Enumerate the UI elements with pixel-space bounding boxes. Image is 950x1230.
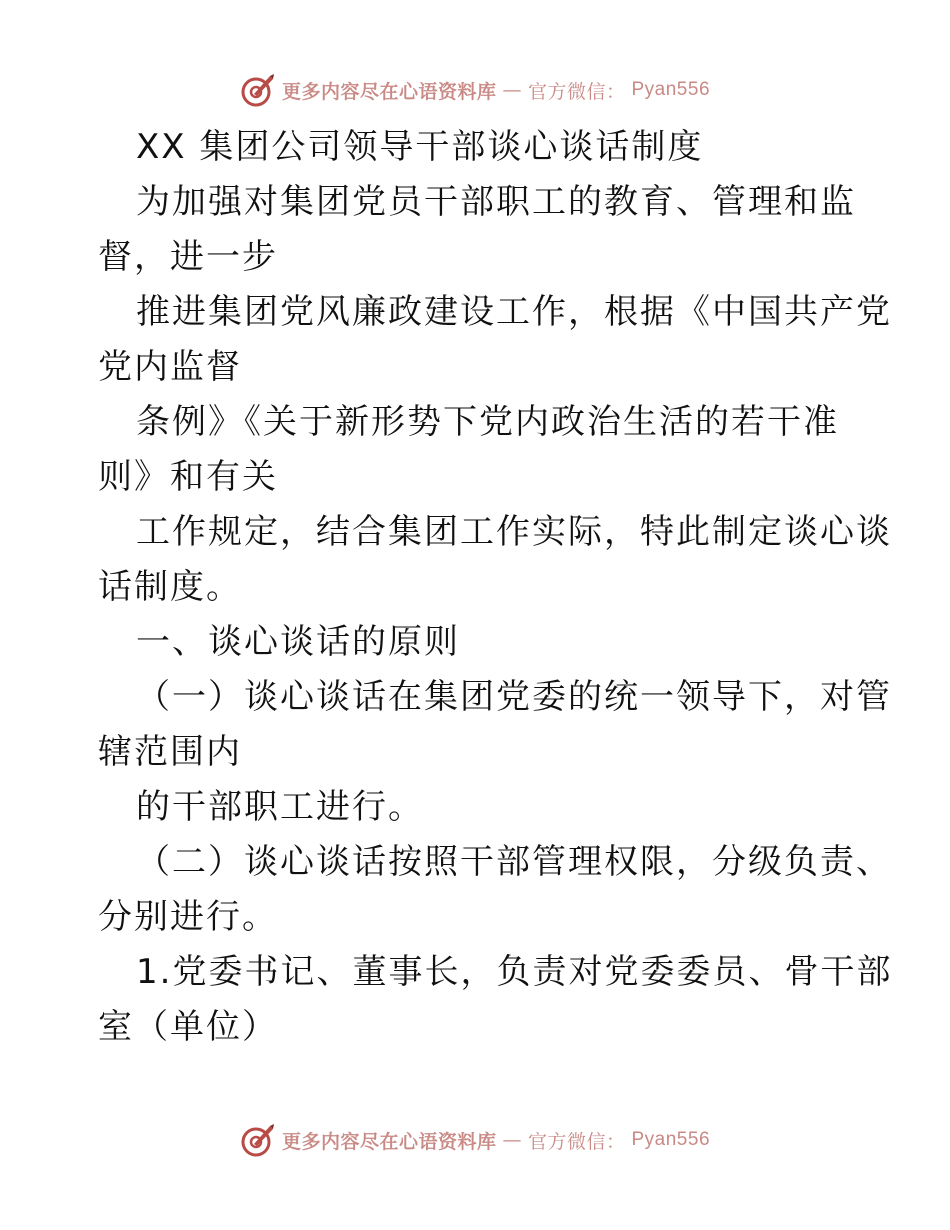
paragraph-line: 条例》《关于新形势下党内政治生活的若干准	[136, 402, 839, 442]
paragraph-line: 分别进行。	[98, 897, 278, 937]
paragraph-line: 的干部职工进行。	[136, 787, 424, 827]
section-heading: 一、谈心谈话的原则	[136, 622, 460, 662]
paragraph-line: 则》和有关	[98, 457, 278, 497]
watermark-account: Pyan556	[631, 1129, 711, 1150]
paragraph-line: （一）谈心谈话在集团党委的统一领导下，对管	[136, 677, 892, 717]
paragraph-line: 辖范围内	[98, 732, 242, 772]
document-body	[98, 120, 893, 1055]
paragraph-line: 1.党委书记、董事长，负责对党委委员、骨干部	[136, 952, 893, 992]
watermark-content	[240, 72, 710, 108]
paragraph-line: 室（单位）	[98, 1007, 278, 1047]
watermark-dash: —	[502, 1129, 522, 1151]
pen-logo-icon	[240, 1122, 276, 1158]
watermark-content	[240, 1122, 710, 1158]
watermark-main-text: 更多内容尽在心语资料库	[281, 80, 497, 103]
watermark-dash: —	[502, 79, 522, 101]
paragraph-line: 工作规定，结合集团工作实际，特此制定谈心谈	[136, 512, 892, 552]
watermark-banner-top	[0, 70, 950, 110]
paragraph-line: 话制度。	[98, 567, 242, 607]
watermark-official-label: 官方微信：	[527, 80, 626, 103]
pen-logo-icon	[240, 72, 276, 108]
watermark-main-text: 更多内容尽在心语资料库	[281, 1130, 497, 1153]
document-title: XX 集团公司领导干部谈心谈话制度	[136, 127, 704, 167]
watermark-account: Pyan556	[631, 79, 711, 100]
paragraph-line: （二）谈心谈话按照干部管理权限，分级负责、	[136, 842, 892, 882]
paragraph-line: 党内监督	[98, 347, 242, 387]
paragraph-line: 督，进一步	[98, 237, 278, 277]
watermark-banner-bottom	[0, 1120, 950, 1160]
paragraph-line: 推进集团党风廉政建设工作，根据《中国共产党	[136, 292, 892, 332]
paragraph-line: 为加强对集团党员干部职工的教育、管理和监	[136, 182, 856, 222]
watermark-official-label: 官方微信：	[527, 1130, 626, 1153]
